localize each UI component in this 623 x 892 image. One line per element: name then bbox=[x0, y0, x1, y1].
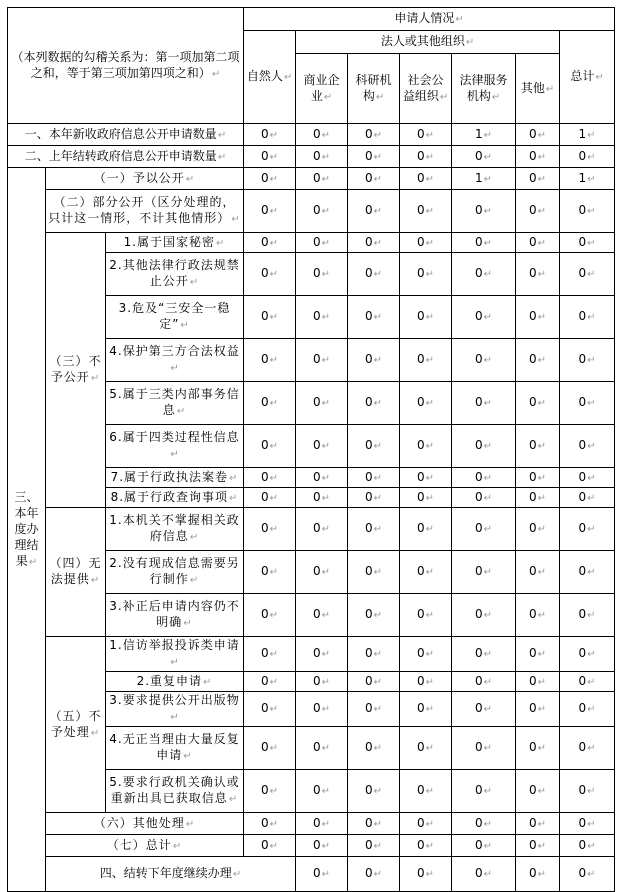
value-cell: 0↵ bbox=[516, 835, 560, 857]
value-cell: 0↵ bbox=[452, 468, 516, 488]
value-cell: 0↵ bbox=[400, 672, 452, 692]
value-cell: 0↵ bbox=[452, 727, 516, 770]
value-cell: 0↵ bbox=[244, 253, 296, 296]
value-cell: 0↵ bbox=[244, 233, 296, 253]
header-commercial: 商业企业↵ bbox=[296, 54, 348, 124]
value-cell: 0↵ bbox=[560, 339, 615, 382]
row-label: （六）其他处理↵ bbox=[46, 813, 244, 835]
value-cell: 0↵ bbox=[400, 727, 452, 770]
group-label-g5: （五）不予处理↵ bbox=[46, 637, 106, 813]
value-cell: 0↵ bbox=[452, 488, 516, 508]
value-cell: 0↵ bbox=[244, 770, 296, 813]
value-cell: 0↵ bbox=[560, 727, 615, 770]
value-cell: 0↵ bbox=[296, 857, 348, 892]
value-cell: 0↵ bbox=[296, 637, 348, 672]
disclosure-statistics-table bbox=[7, 7, 615, 892]
value-cell: 0↵ bbox=[296, 146, 348, 168]
value-cell: 0↵ bbox=[516, 672, 560, 692]
value-cell: 0↵ bbox=[348, 168, 400, 190]
value-cell: 0↵ bbox=[244, 692, 296, 727]
value-cell: 0↵ bbox=[452, 382, 516, 425]
row-g4-item bbox=[8, 508, 615, 551]
value-cell: 0↵ bbox=[244, 382, 296, 425]
value-cell: 0↵ bbox=[296, 508, 348, 551]
value-cell: 0↵ bbox=[400, 425, 452, 468]
value-cell: 0↵ bbox=[296, 594, 348, 637]
value-cell: 0↵ bbox=[560, 253, 615, 296]
value-cell: 0↵ bbox=[516, 488, 560, 508]
value-cell: 0↵ bbox=[296, 727, 348, 770]
value-cell: 0↵ bbox=[452, 813, 516, 835]
value-cell: 1↵ bbox=[560, 168, 615, 190]
value-cell: 0↵ bbox=[296, 672, 348, 692]
item-label: 5.属于三类内部事务信息↵ bbox=[106, 382, 244, 425]
value-cell: 0↵ bbox=[516, 190, 560, 233]
value-cell: 0↵ bbox=[400, 190, 452, 233]
item-label: 3.危及“三安全一稳定”↵ bbox=[106, 296, 244, 339]
value-cell: 0↵ bbox=[348, 692, 400, 727]
value-cell: 0↵ bbox=[348, 233, 400, 253]
row-g1 bbox=[8, 168, 615, 190]
header-legal-service: 法律服务机构↵ bbox=[452, 54, 516, 124]
row-g6 bbox=[8, 813, 615, 835]
value-cell: 0↵ bbox=[400, 253, 452, 296]
value-cell: 0↵ bbox=[452, 857, 516, 892]
item-label: 4.保护第三方合法权益↵ bbox=[106, 339, 244, 382]
value-cell: 0↵ bbox=[400, 835, 452, 857]
item-label: 2.没有现成信息需要另行制作↵ bbox=[106, 551, 244, 594]
value-cell: 0↵ bbox=[348, 551, 400, 594]
value-cell: 0↵ bbox=[244, 124, 296, 146]
value-cell: 0↵ bbox=[516, 253, 560, 296]
value-cell: 0↵ bbox=[560, 190, 615, 233]
value-cell: 0↵ bbox=[348, 770, 400, 813]
value-cell: 0↵ bbox=[516, 813, 560, 835]
item-label: 4.无正当理由大量反复申请↵ bbox=[106, 727, 244, 770]
value-cell: 0↵ bbox=[348, 468, 400, 488]
value-cell: 0↵ bbox=[560, 770, 615, 813]
value-cell: 0↵ bbox=[348, 727, 400, 770]
value-cell: 0↵ bbox=[244, 146, 296, 168]
value-cell: 0↵ bbox=[244, 835, 296, 857]
value-cell: 0↵ bbox=[560, 672, 615, 692]
value-cell: 0↵ bbox=[348, 672, 400, 692]
value-cell: 0↵ bbox=[244, 672, 296, 692]
value-cell: 0↵ bbox=[452, 190, 516, 233]
item-label: 3.补正后申请内容仍不明确↵ bbox=[106, 594, 244, 637]
value-cell: 1↵ bbox=[452, 124, 516, 146]
item-label: 6.属于四类过程性信息↵ bbox=[106, 425, 244, 468]
value-cell: 0↵ bbox=[348, 339, 400, 382]
value-cell: 0↵ bbox=[452, 692, 516, 727]
value-cell: 0↵ bbox=[452, 551, 516, 594]
value-cell: 0↵ bbox=[400, 813, 452, 835]
item-label: 3.要求提供公开出版物↵ bbox=[106, 692, 244, 727]
value-cell: 0↵ bbox=[560, 508, 615, 551]
item-label: 8.属于行政查询事项↵ bbox=[106, 488, 244, 508]
value-cell: 0↵ bbox=[452, 770, 516, 813]
value-cell: 0↵ bbox=[452, 253, 516, 296]
value-cell: 0↵ bbox=[296, 488, 348, 508]
value-cell: 0↵ bbox=[296, 468, 348, 488]
value-cell: 0↵ bbox=[560, 857, 615, 892]
value-cell: 0↵ bbox=[516, 339, 560, 382]
value-cell: 0↵ bbox=[516, 382, 560, 425]
value-cell: 0↵ bbox=[400, 382, 452, 425]
value-cell: 0↵ bbox=[560, 835, 615, 857]
row-s2 bbox=[8, 146, 615, 168]
value-cell: 0↵ bbox=[296, 233, 348, 253]
row-g5-item bbox=[8, 637, 615, 672]
value-cell: 0↵ bbox=[244, 508, 296, 551]
header-applicant: 申请人情况↵ bbox=[244, 8, 615, 31]
value-cell: 0↵ bbox=[296, 692, 348, 727]
value-cell: 0↵ bbox=[348, 813, 400, 835]
value-cell: 0↵ bbox=[516, 508, 560, 551]
value-cell: 0↵ bbox=[516, 692, 560, 727]
value-cell: 0↵ bbox=[244, 551, 296, 594]
value-cell: 0↵ bbox=[560, 594, 615, 637]
value-cell: 0↵ bbox=[452, 425, 516, 468]
value-cell: 0↵ bbox=[400, 508, 452, 551]
value-cell: 0↵ bbox=[296, 190, 348, 233]
value-cell: 0↵ bbox=[244, 813, 296, 835]
value-cell: 0↵ bbox=[400, 146, 452, 168]
value-cell: 0↵ bbox=[348, 124, 400, 146]
header-natural-person: 自然人↵ bbox=[244, 31, 296, 124]
value-cell: 0↵ bbox=[560, 233, 615, 253]
row-g3-item bbox=[8, 233, 615, 253]
header-social: 社会公益组织↵ bbox=[400, 54, 452, 124]
value-cell: 0↵ bbox=[400, 770, 452, 813]
value-cell: 0↵ bbox=[560, 692, 615, 727]
value-cell: 0↵ bbox=[452, 594, 516, 637]
value-cell: 0↵ bbox=[516, 857, 560, 892]
value-cell: 0↵ bbox=[560, 637, 615, 672]
header-other: 其他↵ bbox=[516, 54, 560, 124]
item-label: 2.重复申请↵ bbox=[106, 672, 244, 692]
value-cell: 0↵ bbox=[348, 382, 400, 425]
value-cell: 0↵ bbox=[452, 508, 516, 551]
header-total: 总计↵ bbox=[560, 31, 615, 124]
row-g2 bbox=[8, 190, 615, 233]
value-cell: 0↵ bbox=[400, 296, 452, 339]
value-cell: 1↵ bbox=[452, 168, 516, 190]
item-label: 1.属于国家秘密↵ bbox=[106, 233, 244, 253]
row-label: 二、上年结转政府信息公开申请数量↵ bbox=[8, 146, 244, 168]
value-cell: 0↵ bbox=[560, 551, 615, 594]
row-label: （二）部分公开（区分处理的，只计这一情形，不计其他情形）↵ bbox=[46, 190, 244, 233]
row-s1 bbox=[8, 124, 615, 146]
value-cell: 0↵ bbox=[244, 637, 296, 672]
value-cell: 0↵ bbox=[296, 124, 348, 146]
value-cell: 0↵ bbox=[244, 168, 296, 190]
header-note: （本列数据的勾稽关系为：第一项加第二项之和，等于第三项加第四项之和）↵ bbox=[8, 8, 244, 124]
value-cell: 0↵ bbox=[296, 770, 348, 813]
value-cell: 0↵ bbox=[348, 835, 400, 857]
value-cell: 0↵ bbox=[296, 168, 348, 190]
value-cell: 0↵ bbox=[348, 488, 400, 508]
value-cell: 0↵ bbox=[516, 594, 560, 637]
value-cell: 0↵ bbox=[244, 468, 296, 488]
item-label: 1.本机关不掌握相关政府信息↵ bbox=[106, 508, 244, 551]
value-cell: 0↵ bbox=[560, 488, 615, 508]
value-cell: 0↵ bbox=[348, 296, 400, 339]
row-label: （一）予以公开↵ bbox=[46, 168, 244, 190]
value-cell: 0↵ bbox=[516, 425, 560, 468]
value-cell: 0↵ bbox=[244, 727, 296, 770]
value-cell: 0↵ bbox=[452, 146, 516, 168]
value-cell: 0↵ bbox=[348, 425, 400, 468]
value-cell: 0↵ bbox=[516, 727, 560, 770]
value-cell: 0↵ bbox=[560, 382, 615, 425]
value-cell: 0↵ bbox=[348, 594, 400, 637]
value-cell: 0↵ bbox=[244, 488, 296, 508]
value-cell: 0↵ bbox=[296, 425, 348, 468]
value-cell: 0↵ bbox=[296, 551, 348, 594]
value-cell: 0↵ bbox=[560, 468, 615, 488]
value-cell: 0↵ bbox=[348, 637, 400, 672]
value-cell: 0↵ bbox=[452, 296, 516, 339]
value-cell: 0↵ bbox=[452, 339, 516, 382]
item-label: 1.信访举报投诉类申请↵ bbox=[106, 637, 244, 672]
item-label: 2.其他法律行政法规禁止公开↵ bbox=[106, 253, 244, 296]
value-cell: 0↵ bbox=[296, 813, 348, 835]
header-legal-group: 法人或其他组织↵ bbox=[296, 31, 560, 54]
row-label: 一、本年新收政府信息公开申请数量↵ bbox=[8, 124, 244, 146]
value-cell: 0↵ bbox=[244, 594, 296, 637]
value-cell: 0↵ bbox=[400, 857, 452, 892]
value-cell: 0↵ bbox=[516, 551, 560, 594]
group-label-g4: （四）无法提供↵ bbox=[46, 508, 106, 637]
header-research: 科研机构↵ bbox=[348, 54, 400, 124]
value-cell: 0↵ bbox=[348, 146, 400, 168]
value-cell: 0↵ bbox=[400, 551, 452, 594]
value-cell: 0↵ bbox=[516, 637, 560, 672]
value-cell: 0↵ bbox=[516, 770, 560, 813]
value-cell: 0↵ bbox=[452, 233, 516, 253]
item-label: 5.要求行政机关确认或重新出具已获取信息↵ bbox=[106, 770, 244, 813]
section-3-label: 三、本年度办理结果↵ bbox=[8, 168, 46, 892]
item-label: 7.属于行政执法案卷↵ bbox=[106, 468, 244, 488]
value-cell: 0↵ bbox=[560, 425, 615, 468]
value-cell: 0↵ bbox=[516, 146, 560, 168]
value-cell: 0↵ bbox=[400, 168, 452, 190]
value-cell: 0↵ bbox=[452, 637, 516, 672]
row-g7 bbox=[8, 835, 615, 857]
value-cell: 0↵ bbox=[452, 835, 516, 857]
row-label: （七）总计↵ bbox=[46, 835, 244, 857]
value-cell: 0↵ bbox=[400, 594, 452, 637]
value-cell: 0↵ bbox=[560, 813, 615, 835]
value-cell: 0↵ bbox=[296, 382, 348, 425]
value-cell: 0↵ bbox=[244, 425, 296, 468]
value-cell: 0↵ bbox=[452, 672, 516, 692]
value-cell: 0↵ bbox=[296, 339, 348, 382]
value-cell: 0↵ bbox=[516, 168, 560, 190]
value-cell: 0↵ bbox=[516, 124, 560, 146]
value-cell: 0↵ bbox=[296, 835, 348, 857]
value-cell: 0↵ bbox=[400, 233, 452, 253]
value-cell: 0↵ bbox=[400, 637, 452, 672]
value-cell: 0↵ bbox=[244, 339, 296, 382]
value-cell: 0↵ bbox=[400, 488, 452, 508]
value-cell: 0↵ bbox=[348, 190, 400, 233]
value-cell: 0↵ bbox=[560, 146, 615, 168]
value-cell: 0↵ bbox=[348, 508, 400, 551]
value-cell: 0↵ bbox=[296, 253, 348, 296]
value-cell: 0↵ bbox=[348, 253, 400, 296]
value-cell: 0↵ bbox=[516, 468, 560, 488]
value-cell: 0↵ bbox=[400, 692, 452, 727]
value-cell: 0↵ bbox=[400, 468, 452, 488]
value-cell: 0↵ bbox=[560, 296, 615, 339]
value-cell: 0↵ bbox=[296, 296, 348, 339]
value-cell: 0↵ bbox=[400, 124, 452, 146]
row-label: 四、结转下年度继续办理↵ bbox=[46, 857, 296, 892]
value-cell: 0↵ bbox=[516, 296, 560, 339]
value-cell: 1↵ bbox=[560, 124, 615, 146]
value-cell: 0↵ bbox=[348, 857, 400, 892]
value-cell: 0↵ bbox=[244, 190, 296, 233]
value-cell: 0↵ bbox=[244, 296, 296, 339]
value-cell: 0↵ bbox=[516, 233, 560, 253]
group-label-g3: （三）不予公开↵ bbox=[46, 233, 106, 508]
value-cell: 0↵ bbox=[400, 339, 452, 382]
